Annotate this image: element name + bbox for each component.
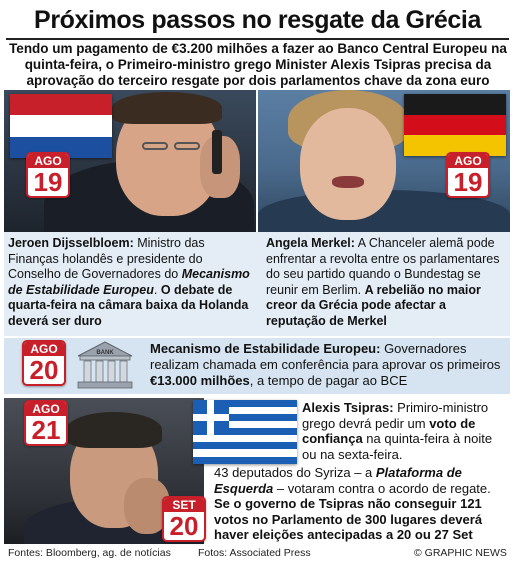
dijsselbloem-name: Jeroen Dijsselbloem:	[8, 236, 134, 250]
netherlands-flag-icon	[10, 94, 112, 158]
date-badge-aug-19-right	[446, 152, 490, 198]
badge-day: 21	[31, 415, 61, 445]
badge-day: 19	[453, 167, 483, 197]
date-badge-aug-21	[24, 400, 68, 446]
date-badge-aug-20	[22, 340, 66, 386]
badge-month: SET	[164, 498, 204, 512]
badge-day: 19	[33, 167, 63, 197]
merkel-bio	[266, 236, 508, 329]
esm-name: Mecanismo de Estabilidade Europeu:	[150, 341, 381, 356]
esm-amount: €13.000 milhões	[150, 373, 250, 388]
graphic-news-credit: © GRAPHIC NEWS	[414, 547, 507, 559]
badge-day: 20	[169, 511, 199, 541]
badge-month: AGO	[28, 154, 68, 168]
badge-month: AGO	[24, 342, 64, 356]
bio-text: .	[153, 282, 161, 297]
bio-text: A Chanceler alemã pode enfrentar a revolta entre os parlamentares do seu partido quando o Bundestag se reunir em Berlim.	[266, 236, 500, 297]
sources-credit: Fontes: Bloomberg, ag. de notícias	[8, 547, 171, 559]
photos-credit: Fotos: Associated Press	[198, 547, 311, 559]
bio-text: Ministro das Finanças holandês e presidente do Conselho de Governadores do	[8, 236, 205, 281]
syriza-text: 43 deputados do Syriza – a	[214, 465, 376, 480]
tsipras-name: Alexis Tsipras:	[302, 400, 394, 415]
badge-month: AGO	[26, 402, 66, 416]
badge-day: 20	[29, 355, 59, 385]
page-subtitle: Tendo um pagamento de €3.200 milhões a fazer ao Banco Central Europeu na quinta-feira, o Primeiro-ministro grego Minister Alexis Tsipras precisa da aprovação do terceiro resgate por dois parlamentos chave da zona euro	[9, 41, 507, 88]
syriza-text: – votaram contra o acordo de regate.	[273, 480, 491, 496]
esm-text: , a tempo de pagar ao BCE	[249, 373, 408, 388]
esm-text: Governadores realizam chamada em conferência para aprovar os primeiros	[150, 341, 501, 372]
confidence-vote: voto de confiança	[302, 415, 476, 446]
dijsselbloem-bio	[8, 236, 256, 329]
esm-description	[150, 341, 506, 389]
tsipras-text: na quinta-feira à noite ou na sexta-feira.	[302, 431, 493, 462]
bank-label: BANK	[96, 350, 114, 356]
bio-highlight: O debate de quarta-feira na câmara baixa da Holanda deverá ser duro	[8, 282, 249, 328]
greece-flag-icon	[193, 400, 297, 464]
date-badge-sep-20	[162, 496, 206, 542]
esm-emphasis: Mecanismo de Estabilidade Europeu	[8, 267, 250, 297]
left-platform: Plataforma de Esquerda	[214, 465, 462, 496]
germany-flag-icon	[404, 94, 506, 156]
syriza-note	[214, 465, 510, 543]
bank-icon	[74, 340, 136, 390]
date-badge-aug-19-left	[26, 152, 70, 198]
tsipras-text: Primiro-ministro grego devrá pedir um	[302, 400, 489, 431]
merkel-name: Angela Merkel:	[266, 236, 355, 250]
tsipras-bio	[302, 400, 510, 462]
badge-month: AGO	[448, 154, 488, 168]
election-warning: Se o governo de Tsipras não conseguir 121 votos no Parlamento de 300 lugares deverá haver eleições antecipadas a 20 ou 27 Set	[214, 496, 483, 542]
bio-highlight: A rebelião no maior creor da Grécia pode afectar a reputação de Merkel	[266, 282, 481, 328]
page-title: Próximos passos no resgate da Grécia	[34, 6, 481, 34]
title-divider	[6, 38, 509, 40]
